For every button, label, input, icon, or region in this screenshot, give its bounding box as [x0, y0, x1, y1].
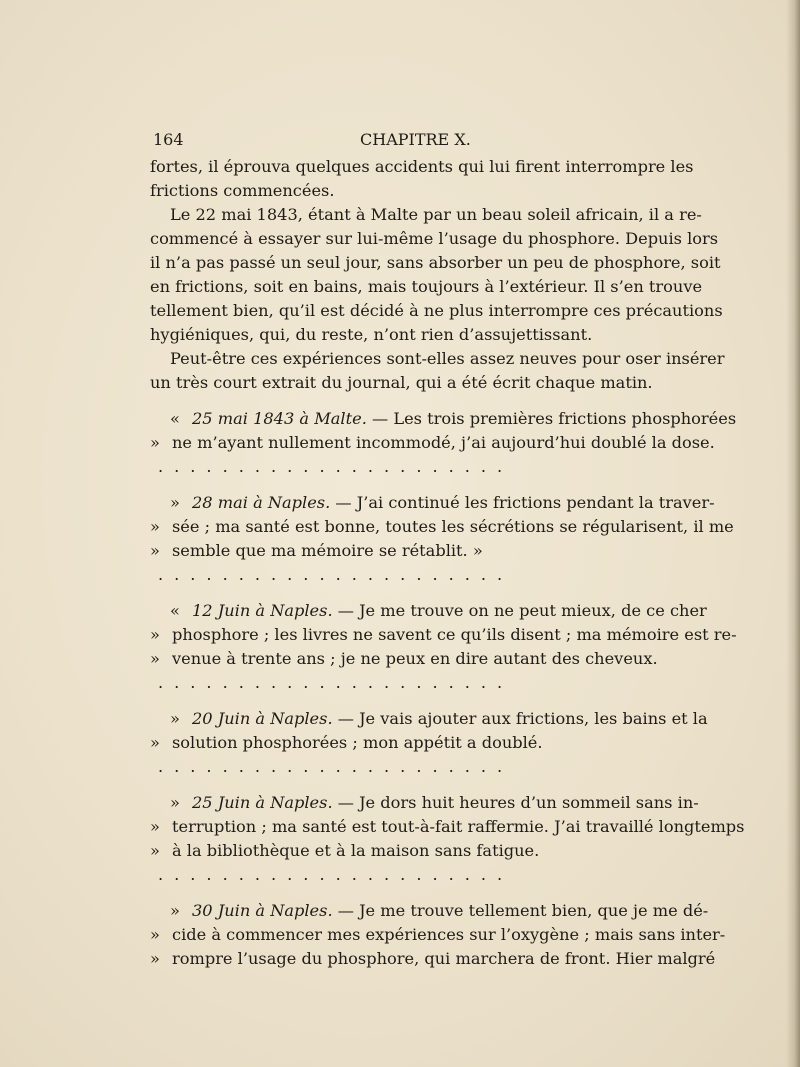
quote-mark: »	[170, 793, 180, 812]
text-line: hygiéniques, qui, du reste, n’ont rien d’assujettissant.	[150, 325, 593, 344]
quote-mark: «	[170, 601, 180, 620]
continuation-mark: »	[150, 517, 160, 536]
journal-entry-first-line	[150, 407, 737, 431]
entry-text: terruption ; ma santé est tout-à-fait raffermie. J’ai travaillé longtemps	[172, 817, 745, 836]
text-line: il n’a pas passé un seul jour, sans absorber un peu de phosphore, soit	[150, 253, 721, 272]
entry-gap	[150, 587, 670, 599]
entry-gap	[150, 695, 670, 707]
journal-entry-line	[150, 947, 716, 971]
quote-mark: »	[170, 493, 180, 512]
journal-entry-line	[150, 647, 670, 671]
page-edge-shadow	[786, 0, 800, 1067]
running-header	[153, 130, 663, 154]
entry-gap	[150, 395, 670, 407]
journal-entry-line	[150, 515, 734, 539]
text-line: en frictions, soit en bains, mais toujours à l’extérieur. Il s’en trouve	[150, 277, 703, 296]
entry-text: semble que ma mémoire se rétablit. »	[172, 541, 483, 560]
entry-date: 30 Juin à Naples.	[192, 901, 333, 920]
chapter-title: CHAPITRE X.	[360, 130, 471, 149]
text-line: Le 22 mai 1843, étant à Malte par un beau soleil africain, il a re-	[170, 205, 702, 224]
journal-extract	[150, 395, 745, 971]
journal-entry-line	[150, 539, 670, 563]
quote-mark: «	[170, 409, 180, 428]
entry-text: — Je vais ajouter aux frictions, les bains et la	[332, 709, 708, 728]
journal-entry-first-line	[150, 599, 707, 623]
entry-date: 28 mai à Naples.	[192, 493, 331, 512]
journal-entry-line	[150, 815, 745, 839]
entry-text: ne m’ayant nullement incommodé, j’ai aujourd’hui doublé la dose.	[172, 433, 715, 452]
entry-gap	[150, 479, 670, 491]
text-line: frictions commencées.	[150, 181, 335, 200]
journal-entry-line	[150, 431, 715, 455]
continuation-mark: »	[150, 817, 160, 836]
continuation-mark: »	[150, 541, 160, 560]
continuation-mark: »	[150, 949, 160, 968]
journal-entry-line	[150, 923, 726, 947]
journal-entry-first-line	[150, 707, 708, 731]
entry-text: — J’ai continué les frictions pendant la traver-	[330, 493, 715, 512]
entry-text: venue à trente ans ; je ne peux en dire autant des cheveux.	[172, 649, 658, 668]
page-number: 164	[153, 130, 184, 149]
entry-text: à la bibliothèque et à la maison sans fatigue.	[172, 841, 540, 860]
journal-entry-line	[150, 623, 737, 647]
entry-text: — Je me trouve on ne peut mieux, de ce cher	[332, 601, 707, 620]
text-line: commencé à essayer sur lui-même l’usage du phosphore. Depuis lors	[150, 229, 719, 248]
entry-text: — Je me trouve tellement bien, que je me dé-	[332, 901, 709, 920]
dotted-separator: ......................	[158, 865, 514, 884]
dotted-separator: ......................	[158, 757, 514, 776]
text-line: un très court extrait du journal, qui a été écrit chaque matin.	[150, 373, 653, 392]
continuation-mark: »	[150, 733, 160, 752]
dotted-separator: ......................	[158, 565, 514, 584]
dotted-separator: ......................	[158, 673, 514, 692]
entry-text: solution phosphorées ; mon appétit a doublé.	[172, 733, 543, 752]
text-line: Peut-être ces expériences sont-elles assez neuves pour oser insérer	[170, 349, 725, 368]
continuation-mark: »	[150, 625, 160, 644]
entry-date: 25 mai 1843 à Malte.	[192, 409, 367, 428]
entry-text: phosphore ; les livres ne savent ce qu’ils disent ; ma mémoire est re-	[172, 625, 737, 644]
quote-mark: »	[170, 709, 180, 728]
entry-date: 20 Juin à Naples.	[192, 709, 333, 728]
entry-text: — Je dors huit heures d’un sommeil sans in-	[332, 793, 699, 812]
text-line: fortes, il éprouva quelques accidents qui lui firent interrompre les	[150, 157, 694, 176]
body-text	[150, 155, 745, 971]
journal-entry-line	[150, 731, 670, 755]
entry-text: cide à commencer mes expériences sur l’oxygène ; mais sans inter-	[172, 925, 726, 944]
entry-date: 25 Juin à Naples.	[192, 793, 333, 812]
journal-entry-first-line	[150, 791, 699, 815]
continuation-mark: »	[150, 841, 160, 860]
journal-entry-line	[150, 839, 670, 863]
quote-mark: »	[170, 901, 180, 920]
entry-text: sée ; ma santé est bonne, toutes les sécrétions se régularisent, il me	[172, 517, 734, 536]
entry-date: 12 Juin à Naples.	[192, 601, 333, 620]
journal-entry-first-line	[150, 491, 715, 515]
entry-gap	[150, 887, 670, 899]
continuation-mark: »	[150, 649, 160, 668]
continuation-mark: »	[150, 925, 160, 944]
entry-text: rompre l’usage du phosphore, qui marchera de front. Hier malgré	[172, 949, 716, 968]
text-line: tellement bien, qu’il est décidé à ne plus interrompre ces précautions	[150, 301, 723, 320]
journal-entry-first-line	[150, 899, 709, 923]
entry-text: — Les trois premières frictions phosphorées	[366, 409, 737, 428]
continuation-mark: »	[150, 433, 160, 452]
dotted-separator: ......................	[158, 457, 514, 476]
entry-gap	[150, 779, 670, 791]
